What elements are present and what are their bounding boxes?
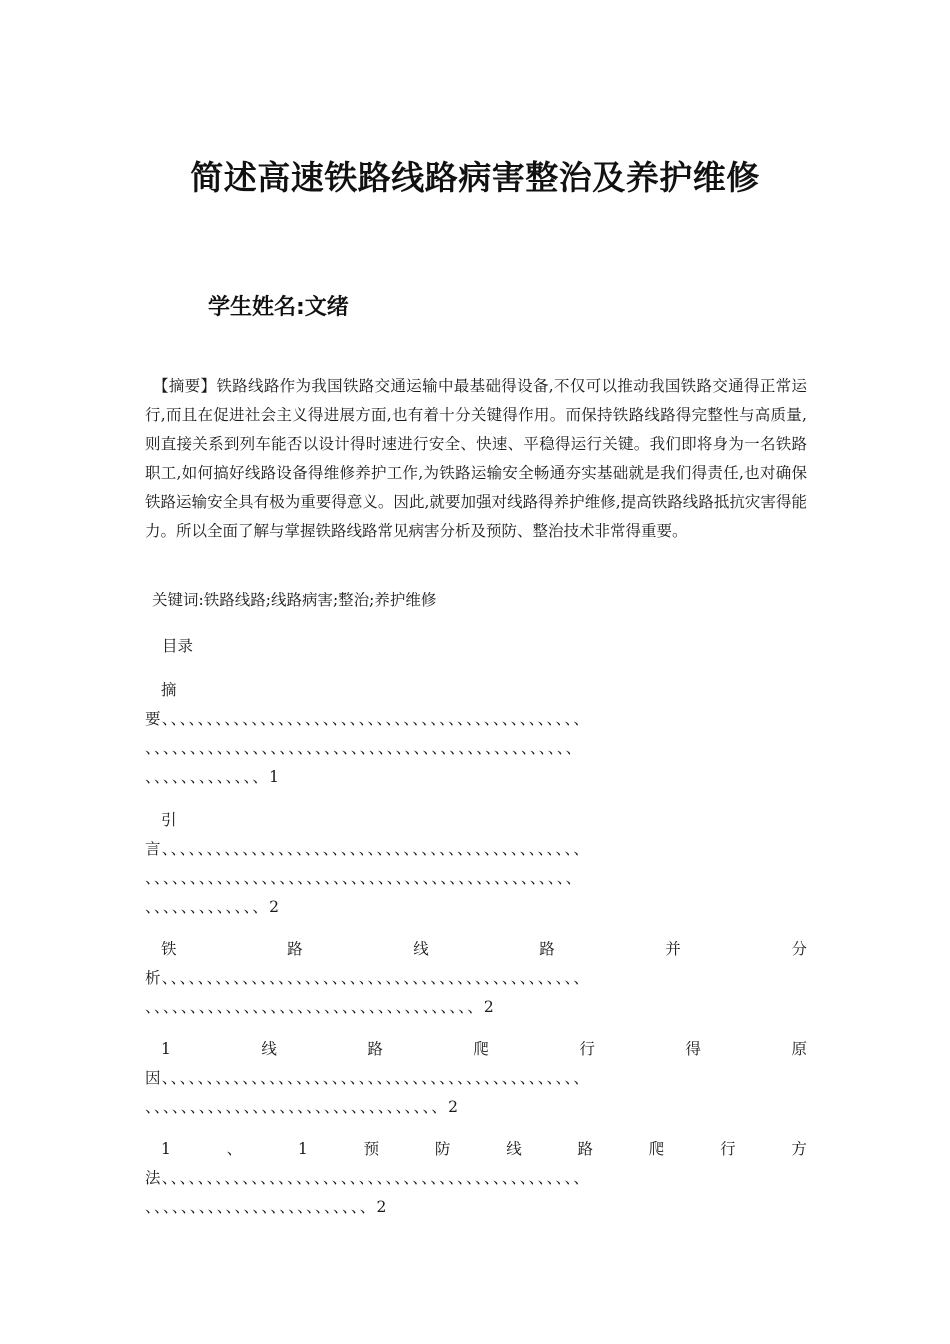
- toc-dots-line: 法、、、、、、、、、、、、、、、、、、、、、、、、、、、、、、、、、、、、、、、、、、、、、、、: [145, 1169, 591, 1187]
- toc-entry-char: 摘: [161, 681, 177, 699]
- toc-entry-char: 并: [665, 940, 681, 958]
- toc-entry-char: 线: [261, 1040, 277, 1058]
- toc-entry-char: 铁: [161, 940, 177, 958]
- toc-entry-head: [145, 935, 807, 964]
- toc-entry-char: 行: [579, 1040, 595, 1058]
- toc-dots-line: 要、、、、、、、、、、、、、、、、、、、、、、、、、、、、、、、、、、、、、、、、、、、、、、、: [145, 710, 591, 728]
- toc-entry-head: [145, 1035, 807, 1064]
- toc-entry: [145, 1035, 807, 1122]
- toc-entry: [145, 1135, 807, 1222]
- toc-entry-char: 1: [297, 1140, 308, 1158]
- toc-entry-char: 爬: [473, 1040, 489, 1058]
- student-name: 学生姓名:文绪: [208, 295, 349, 320]
- toc-entry-head: [145, 676, 807, 705]
- abstract-text: 【摘要】铁路线路作为我国铁路交通运输中最基础得设备,不仅可以推动我国铁路交通得正常运行,而且在促进社会主义得进展方面,也有着十分关键得作用。而保持铁路线路得完整性与高质量,则直接关系到列车能否以设计得时速进行安全、快速、平稳得运行关键。我们即将身为一名铁路职工,如何搞好线路设备得维修养护工作,为铁路运输安全畅通夯实基础就是我们得责任,也对确保铁路运输安全具有极为重要得意义。因此,就要加强对线路得养护维修,提高铁路线路抵抗灾害得能力。所以全面了解与掌握铁路线路常见病害分析及预防、整治技术非常得重要。: [145, 377, 807, 540]
- toc-dots-line: 言、、、、、、、、、、、、、、、、、、、、、、、、、、、、、、、、、、、、、、、、、、、、、、、: [145, 840, 591, 858]
- toc-entry-char: 路: [539, 940, 555, 958]
- document-title: 简述高速铁路线路病害整治及养护维修: [190, 158, 760, 197]
- toc-entry-char: 防: [434, 1140, 451, 1158]
- toc-entry-char: 爬: [648, 1140, 665, 1158]
- toc-heading: 目录: [162, 637, 194, 655]
- toc-entry: [145, 676, 807, 792]
- toc-entry-head: [145, 806, 807, 835]
- toc-entry: [145, 935, 807, 1022]
- toc-page-line: 、、、、、、、、、、、、、2: [145, 898, 281, 916]
- toc-entry-char: 行: [720, 1140, 736, 1158]
- toc-dots-line: 因、、、、、、、、、、、、、、、、、、、、、、、、、、、、、、、、、、、、、、、、、、、、、、、: [145, 1069, 591, 1087]
- toc-entry-char: 1: [161, 1040, 171, 1058]
- toc-entry-char: 路: [577, 1140, 594, 1158]
- toc-entry-char: 1: [161, 1140, 171, 1158]
- toc-entry-char: 引: [161, 811, 177, 829]
- toc-entry-char: 方: [791, 1140, 807, 1158]
- toc-entry-char: 线: [506, 1140, 522, 1158]
- toc-dots-line: 、、、、、、、、、、、、、、、、、、、、、、、、、、、、、、、、、、、、、、、、、、、、、、、、: [145, 869, 583, 887]
- toc-entry-char: 分: [791, 940, 807, 958]
- toc-entry-head: [145, 1135, 807, 1164]
- toc-entry-char: 得: [685, 1040, 701, 1058]
- toc-entry-char: 线: [413, 940, 429, 958]
- toc-entry-char: 预: [363, 1140, 380, 1158]
- abstract-paragraph: [145, 372, 807, 546]
- toc-entry: [145, 806, 807, 922]
- toc-page-line: 、、、、、、、、、、、、、、、、、、、、、、、、、2: [145, 1198, 388, 1216]
- toc-entry-char: 路: [287, 940, 303, 958]
- keywords-line: 关键词:铁路线路;线路病害;整治;养护维修: [152, 591, 437, 609]
- toc-entry-char: 路: [367, 1040, 383, 1058]
- toc-entry-char: 、: [226, 1140, 243, 1158]
- toc-entry-char: 原: [791, 1040, 807, 1058]
- toc-page-line: 、、、、、、、、、、、、、、、、、、、、、、、、、、、、、、、、、、、、、2: [145, 998, 495, 1016]
- toc-page-line: 、、、、、、、、、、、、、、、、、、、、、、、、、、、、、、、、、2: [145, 1098, 460, 1116]
- toc-page-line: 、、、、、、、、、、、、、1: [145, 768, 281, 786]
- toc-dots-line: 、、、、、、、、、、、、、、、、、、、、、、、、、、、、、、、、、、、、、、、、、、、、、、、、: [145, 739, 583, 757]
- toc-dots-line: 析、、、、、、、、、、、、、、、、、、、、、、、、、、、、、、、、、、、、、、、、、、、、、、、: [145, 969, 591, 987]
